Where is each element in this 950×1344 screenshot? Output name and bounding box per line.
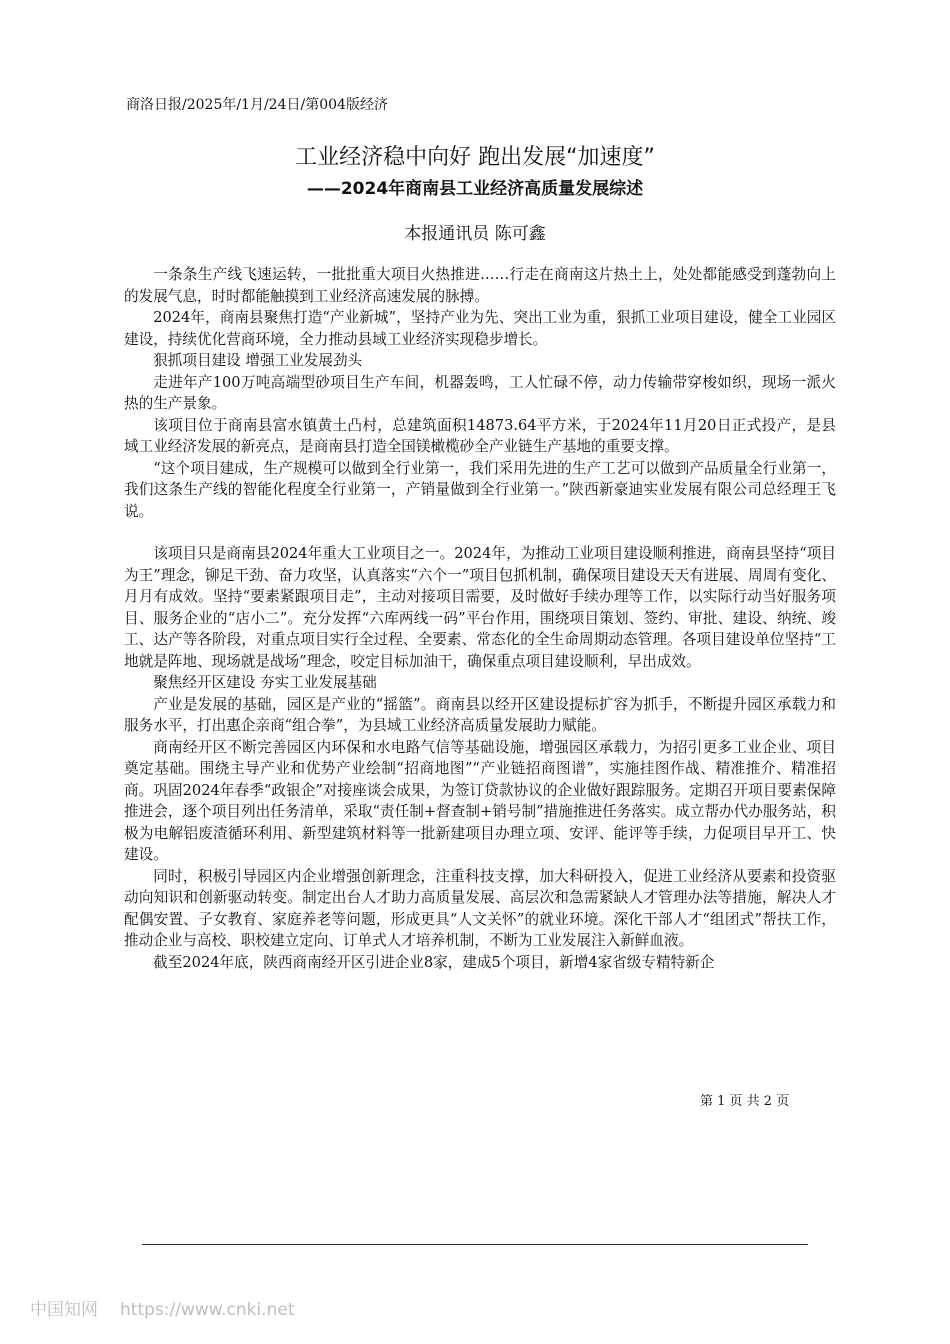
source-line: 商洛日报/2025年/1月/24日/第004版经济 (126, 97, 388, 113)
paragraph: 走进年产100万吨高端型砂项目生产车间，机器轰鸣，工人忙碌不停，动力传输带穿梭如织，现场一派火热的生产景象。 (124, 373, 836, 412)
paragraph: 截至2024年底，陕西商南经开区引进企业8家，建成5个项目，新增4家省级专精特新企 (153, 953, 715, 971)
article-body (124, 264, 836, 973)
watermark-url: https://www.cnki.net (120, 1300, 295, 1320)
article-author: 本报通讯员 陈可鑫 (404, 224, 546, 244)
paragraph: 一条条生产线飞速运转，一批批重大项目火热推进……行走在商南这片热土上，处处都能感受到蓬勃向上的发展气息，时时都能触摸到工业经济高速发展的脉搏。 (124, 266, 836, 305)
watermark-brand: 中国知网 (30, 1300, 98, 1320)
paragraph: “这个项目建成，生产规模可以做到全行业第一，我们采用先进的生产工艺可以做到产品质量全行业第一，我们这条生产线的智能化程度全行业第一，产销量做到全行业第一。”陕西新豪迪实业发展有限公司总经理王飞说。 (124, 459, 836, 520)
section-heading: 聚焦经开区建设 夯实工业发展基础 (153, 674, 377, 691)
page-number: 第 1 页 共 2 页 (700, 1094, 790, 1109)
watermark (30, 1295, 316, 1320)
article-subtitle: ——2024年商南县工业经济高质量发展综述 (306, 179, 644, 199)
paragraph: 该项目只是商南县2024年重大工业项目之一。2024年，为推动工业项目建设顺利推进，商南县坚持“项目为王”理念，铆足干劲、奋力攻坚，认真落实“六个一”项目包抓机制，确保项目建设天天有进展、周周有变化、月月有成效。坚持“要素紧跟项目走”，主动对接项目需要，及时做好手续办理等工作，以实际行动当好服务项目、服务企业的“店小二”。充分发挥“六库两线一码”平台作用，围绕项目策划、签约、审批、建设、纳统、竣工、达产等各阶段，对重点项目实行全过程、全要素、常态化的全生命周期动态管理。各项目建设单位坚持“工地就是阵地、现场就是战场”理念，咬定目标加油干，确保重点项目建设顺利，早出成效。 (124, 545, 836, 670)
paragraph: 商南经开区不断完善园区内环保和水电路气信等基础设施，增强园区承载力，为招引更多工业企业、项目奠定基础。围绕主导产业和优势产业绘制“招商地图”“产业链招商图谱”，实施挂图作战、精准推介、精准招商。巩固2024年春季“政银企”对接座谈会成果，为签订贷款协议的企业做好跟踪服务。定期召开项目要素保障推进会，逐个项目列出任务清单，采取“责任制+督查制+销号制”措施推进任务落实。成立帮办代办服务站，积极为电解铝废渣循环利用、新型建筑材料等一批新建项目办理立项、安评、能评等手续，力促项目早开工、快建设。 (124, 738, 836, 863)
footer-divider (142, 1244, 808, 1245)
article-title: 工业经济稳中向好 跑出发展“加速度” (295, 145, 655, 170)
section-heading: 狠抓项目建设 增强工业发展劲头 (153, 352, 363, 369)
paragraph: 2024年，商南县聚焦打造“产业新城”，坚持产业为先、突出工业为重，狠抓工业项目建设，健全工业园区建设，持续优化营商环境，全力推动县域工业经济实现稳步增长。 (124, 309, 836, 348)
paragraph: 该项目位于商南县富水镇黄土凸村，总建筑面积14873.64平方米，于2024年11月20日正式投产，是县域工业经济发展的新亮点，是商南县打造全国镁橄榄砂全产业链生产基地的重要支撑。 (124, 416, 836, 455)
paragraph: 产业是发展的基础，园区是产业的“摇篮”。商南县以经开区建设提标扩容为抓手，不断提升园区承载力和服务水平，打出惠企亲商“组合拳”，为县域工业经济高质量发展助力赋能。 (124, 695, 836, 734)
paragraph: 同时，积极引导园区内企业增强创新理念，注重科技支撑，加大科研投入，促进工业经济从要素和投资驱动向知识和创新驱动转变。制定出台人才助力高质量发展、高层次和急需紧缺人才管理办法等措施，解决人才配偶安置、子女教育、家庭养老等问题，形成更具“人文关怀”的就业环境。深化干部人才“组团式”帮扶工作，推动企业与高校、职校建立定向、订单式人才培养机制，不断为工业发展注入新鲜血液。 (124, 867, 836, 949)
